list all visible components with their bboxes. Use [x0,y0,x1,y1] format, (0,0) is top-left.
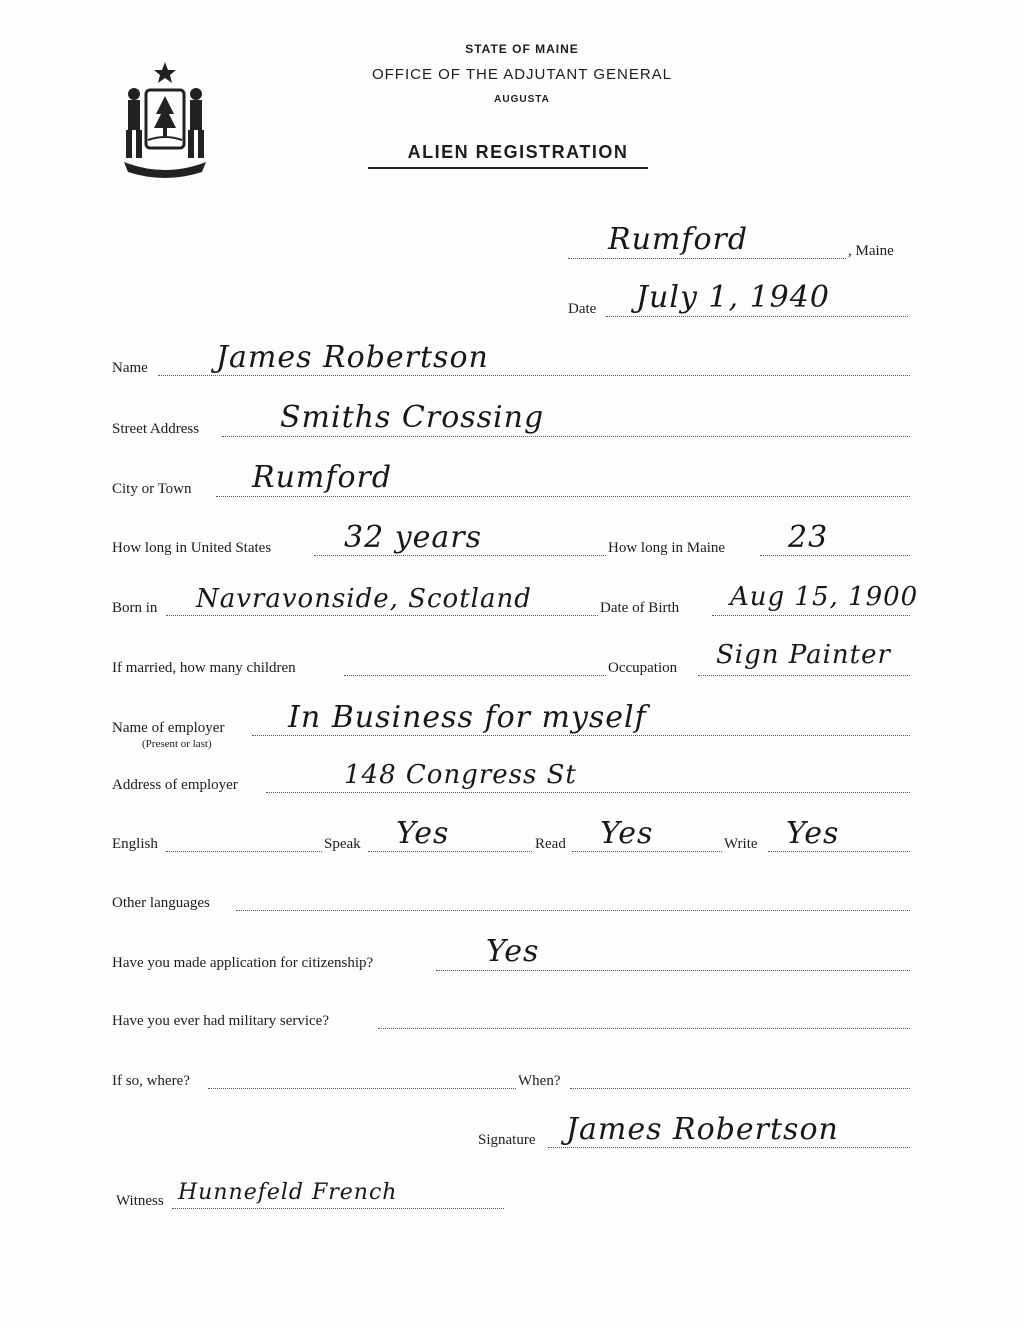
speak-entry[interactable]: Yes [396,816,450,851]
how-long-us-entry[interactable]: 32 years [344,520,483,555]
town-entry[interactable]: Rumford [608,222,749,257]
english-label: English [112,836,158,852]
born-in-line [166,615,598,616]
date-line [606,316,908,317]
other-languages-line [236,910,910,911]
city-label: City or Town [112,481,192,497]
how-long-maine-entry[interactable]: 23 [788,520,829,555]
street-address-entry[interactable]: Smiths Crossing [280,400,545,435]
city-entry[interactable]: Rumford [252,460,393,495]
form-title: ALIEN REGISTRATION [407,142,629,162]
if-so-where-line [208,1088,516,1089]
employer-address-label: Address of employer [112,777,238,793]
read-line [572,851,722,852]
how-long-us-line [314,555,606,556]
title-underline [368,167,648,169]
name-label: Name [112,360,148,376]
children-label: If married, how many children [112,660,296,676]
signature-entry[interactable]: James Robertson [566,1112,839,1147]
maine-label: , Maine [848,243,894,259]
employer-name-line [252,735,910,736]
write-entry[interactable]: Yes [786,816,840,851]
date-of-birth-entry[interactable]: Aug 15, 1900 [730,582,919,612]
date-of-birth-label: Date of Birth [600,600,680,616]
read-entry[interactable]: Yes [600,816,654,851]
write-line [768,851,910,852]
employer-note: (Present or last) [142,738,212,750]
signature-line [548,1147,910,1148]
witness-label: Witness [116,1193,164,1209]
other-languages-label: Other languages [112,895,210,911]
citizenship-label: Have you made application for citizenship? [112,955,374,971]
when-label: When? [518,1073,561,1089]
speak-label: Speak [324,836,361,852]
employer-address-entry[interactable]: 148 Congress St [344,760,577,790]
english-line [166,851,322,852]
office-heading: OFFICE OF THE ADJUTANT GENERAL [371,66,673,83]
state-heading: STATE OF MAINE [465,42,579,56]
occupation-entry[interactable]: Sign Painter [716,640,891,670]
if-so-where-label: If so, where? [112,1073,190,1089]
date-entry[interactable]: July 1, 1940 [636,280,830,315]
witness-line [172,1208,504,1209]
town-line [568,258,846,259]
employer-name-entry[interactable]: In Business for myself [288,700,647,735]
read-label: Read [535,836,566,852]
date-of-birth-line [712,615,910,616]
write-label: Write [724,836,758,852]
how-long-us-label: How long in United States [112,540,272,556]
date-label: Date [568,301,597,317]
signature-label: Signature [478,1132,536,1148]
born-in-entry[interactable]: Navravonside, Scotland [196,584,532,614]
employer-address-line [266,792,910,793]
street-address-label: Street Address [112,421,200,437]
speak-line [368,851,532,852]
street-address-line [222,436,910,437]
children-line [344,675,606,676]
military-line [378,1028,910,1029]
military-label: Have you ever had military service? [112,1013,329,1029]
occupation-line [698,675,910,676]
born-in-label: Born in [112,600,158,616]
citizenship-entry[interactable]: Yes [486,934,540,969]
when-line [570,1088,910,1089]
city-heading: AUGUSTA [494,94,550,105]
how-long-maine-label: How long in Maine [608,540,726,556]
witness-entry[interactable]: Hunnefeld French [178,1180,398,1205]
name-entry[interactable]: James Robertson [216,340,489,375]
name-line [158,375,910,376]
employer-name-label: Name of employer [112,720,225,736]
how-long-maine-line [760,555,910,556]
occupation-label: Occupation [608,660,678,676]
city-line [216,496,910,497]
citizenship-line [436,970,910,971]
